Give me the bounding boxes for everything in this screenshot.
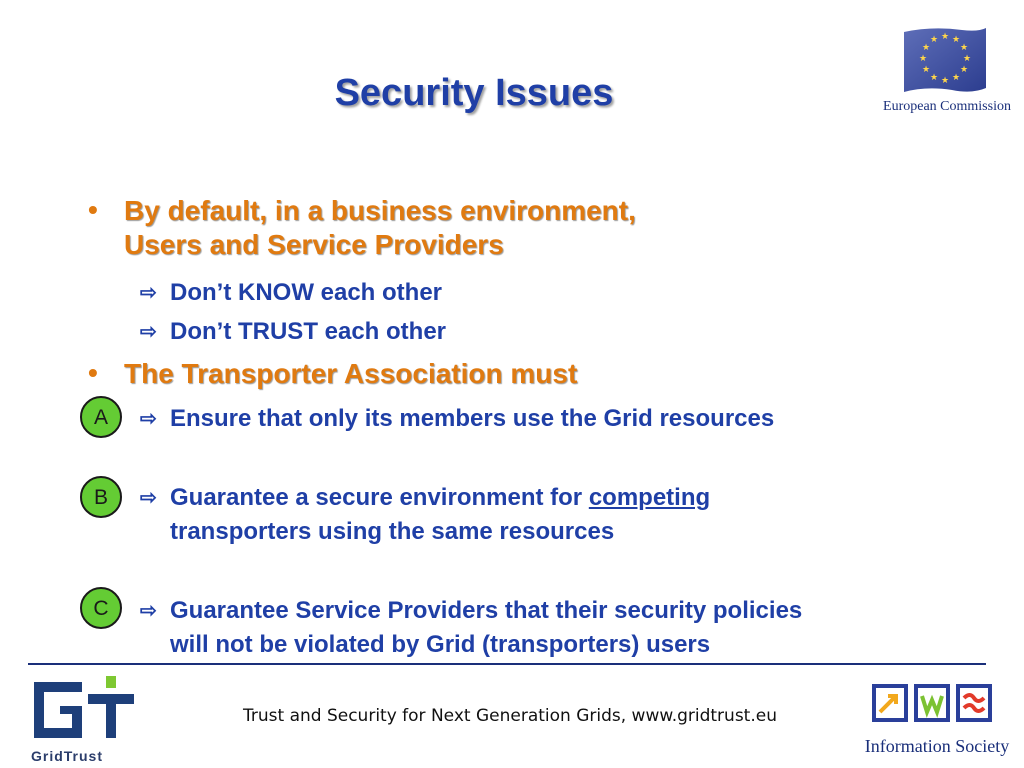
slide-title: Security Issues — [334, 72, 614, 114]
svg-text:★: ★ — [962, 54, 972, 64]
sub-item — [140, 594, 802, 662]
sub-item — [140, 481, 710, 549]
european-commission-logo — [872, 24, 1022, 124]
svg-text:★: ★ — [940, 32, 950, 42]
competing-link[interactable]: competing — [588, 484, 711, 511]
sub-item-text: Guarantee a secure environment for — [170, 484, 589, 511]
svg-text:★: ★ — [959, 65, 969, 75]
sub-item — [140, 276, 442, 310]
svg-text:★: ★ — [918, 54, 928, 64]
sub-item-text: Don’t KNOW each other — [170, 279, 443, 306]
svg-text:★: ★ — [940, 76, 950, 86]
sub-item-text: transporters using the same resources — [170, 518, 615, 545]
svg-text:★: ★ — [921, 65, 931, 75]
gridtrust-logo-icon — [28, 670, 138, 746]
badge-c: C — [80, 587, 122, 629]
footer-text: Trust and Security for Next Generation Grids, www.gridtrust.eu — [243, 706, 777, 726]
sub-item-text: will not be violated by Grid (transporters) users — [170, 631, 711, 658]
gridtrust-label: GridTrust — [31, 748, 104, 764]
gridtrust-logo — [28, 670, 138, 766]
sub-item — [140, 315, 446, 349]
svg-text:★: ★ — [921, 43, 931, 53]
svg-text:★: ★ — [929, 35, 939, 45]
svg-text:★: ★ — [929, 73, 939, 83]
sub-item — [140, 402, 774, 436]
bullet-line: Users and Service Providers — [124, 229, 504, 260]
svg-text:★: ★ — [951, 73, 961, 83]
sub-item-text: Don’t TRUST each other — [170, 318, 447, 345]
outline-arrow-icon: ⇨ — [140, 600, 157, 622]
information-society-logo — [852, 678, 1022, 766]
badge-a: A — [80, 396, 122, 438]
european-commission-label: European Commission — [883, 99, 1011, 114]
outline-arrow-icon: ⇨ — [140, 282, 157, 304]
information-society-icon — [852, 678, 1022, 734]
bullet-dot-icon: • — [88, 357, 98, 388]
badge-b: B — [80, 476, 122, 518]
information-society-label: Information Society — [864, 736, 1010, 756]
outline-arrow-icon: ⇨ — [140, 408, 157, 430]
svg-text:★: ★ — [959, 43, 969, 53]
eu-flag-icon — [902, 26, 988, 94]
bullet-dot-icon: • — [88, 194, 98, 225]
svg-text:★: ★ — [951, 35, 961, 45]
bullet-line: The Transporter Association must — [124, 358, 578, 389]
bullet-item — [88, 357, 577, 391]
sub-item-text: Ensure that only its members use the Grid resources — [170, 405, 775, 432]
outline-arrow-icon: ⇨ — [140, 321, 157, 343]
sub-item-text: Guarantee Service Providers that their security policies — [170, 597, 803, 624]
outline-arrow-icon: ⇨ — [140, 487, 157, 509]
bullet-item — [88, 194, 636, 262]
bullet-line: By default, in a business environment, — [124, 195, 636, 226]
footer-divider — [28, 663, 986, 665]
